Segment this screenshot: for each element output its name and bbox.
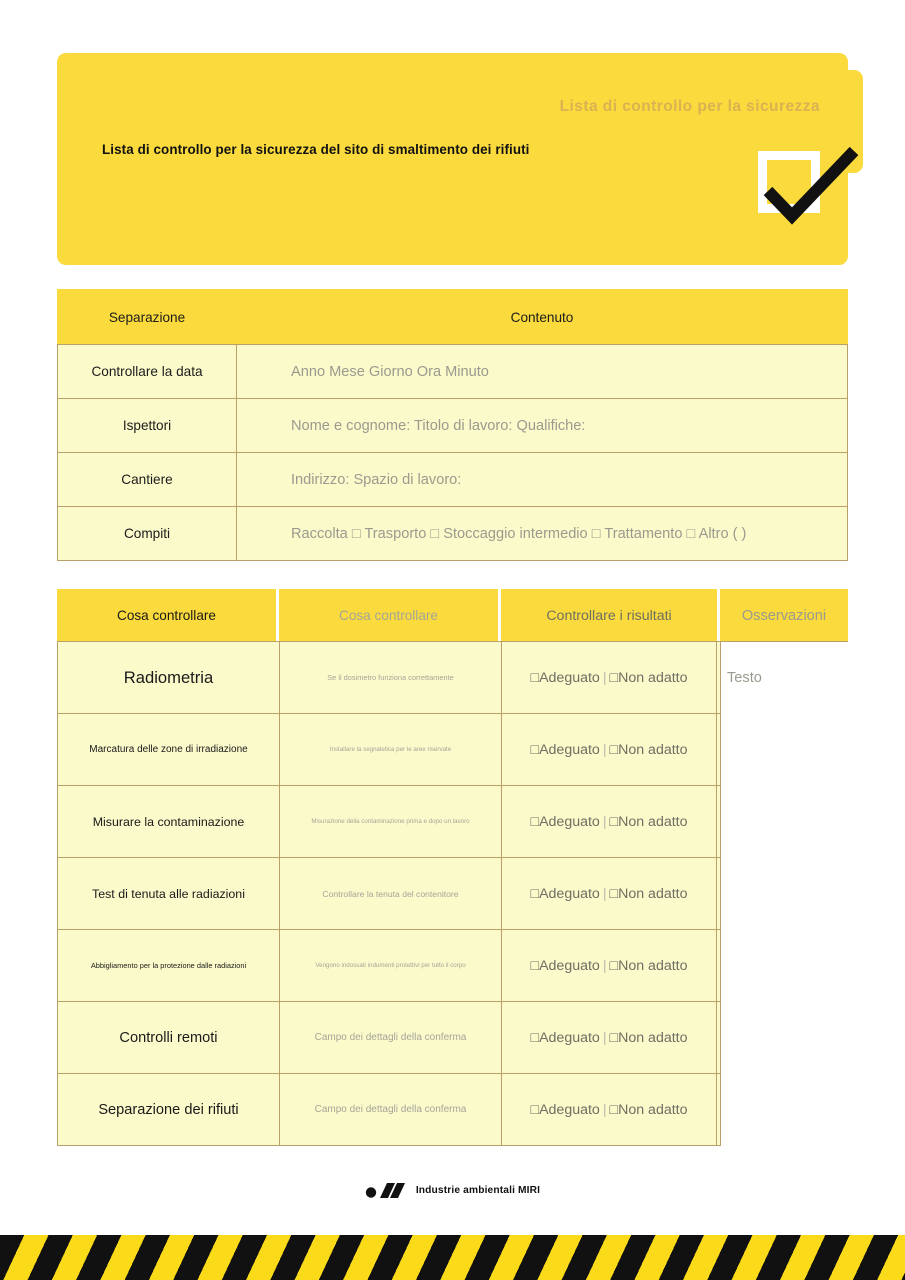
- table-row: [58, 930, 848, 1002]
- checklist-item-description: Campo dei dettagli della conferma: [280, 1002, 502, 1074]
- result-adequate-checkbox[interactable]: □Adeguato: [530, 1101, 600, 1118]
- checklist-header-results: Controllare i risultati: [502, 590, 717, 642]
- info-value-cantiere[interactable]: Indirizzo: Spazio di lavoro:: [237, 453, 848, 507]
- info-value-compiti[interactable]: Raccolta □ Trasporto □ Stoccaggio intermedio □ Trattamento □ Altro ( ): [237, 507, 848, 561]
- header-banner: [57, 53, 863, 265]
- checkbox-check-icon: [758, 151, 838, 231]
- checklist-item-label: Marcatura delle zone di irradiazione: [58, 714, 280, 786]
- check-mark-icon: [762, 137, 872, 247]
- checklist-result-options[interactable]: [502, 858, 717, 930]
- checklist-observation[interactable]: [717, 930, 721, 1002]
- table-row: [58, 714, 848, 786]
- info-value-ispettori[interactable]: Nome e cognome: Titolo di lavoro: Qualifiche:: [237, 399, 848, 453]
- checklist-item-label: Misurare la contaminazione: [58, 786, 280, 858]
- checklist-observation[interactable]: Testo: [717, 642, 721, 714]
- table-row: [58, 642, 848, 714]
- checklist-header-description: Cosa controllare: [280, 590, 498, 642]
- checklist-observation[interactable]: [717, 858, 721, 930]
- checklist-item-label: Radiometria: [58, 642, 280, 714]
- result-adequate-checkbox[interactable]: □Adeguato: [530, 885, 600, 902]
- result-not-suitable-checkbox[interactable]: □Non adatto: [609, 813, 688, 830]
- info-label-data: Controllare la data: [58, 345, 237, 399]
- checklist-header-observations: Osservazioni: [721, 590, 848, 642]
- checklist-item-description: Campo dei dettagli della conferma: [280, 1074, 502, 1146]
- info-label-compiti: Compiti: [58, 507, 237, 561]
- result-separator: |: [602, 741, 607, 758]
- info-table: [57, 289, 848, 561]
- table-row: [58, 1002, 848, 1074]
- result-not-suitable-checkbox[interactable]: □Non adatto: [609, 1101, 688, 1118]
- checklist-result-options[interactable]: [502, 642, 717, 714]
- page-title: Lista di controllo per la sicurezza del sito di smaltimento dei rifiuti: [102, 142, 530, 157]
- checklist-item-label: Test di tenuta alle radiazioni: [58, 858, 280, 930]
- checklist-header-row: [58, 590, 848, 642]
- checklist-item-description: Se il dosimetro funziona correttamente: [280, 642, 502, 714]
- checklist-result-options[interactable]: [502, 1074, 717, 1146]
- table-row: [58, 453, 848, 507]
- checklist-item-label: Controlli remoti: [58, 1002, 280, 1074]
- header-watermark-text: Lista di controllo per la sicurezza: [559, 98, 820, 115]
- hazard-stripe-band: [0, 1235, 905, 1280]
- header-panel: [57, 53, 848, 265]
- info-header-contenuto: Contenuto: [237, 290, 848, 345]
- checklist-item-label: Separazione dei rifiuti: [58, 1074, 280, 1146]
- table-row: [58, 786, 848, 858]
- result-separator: |: [602, 813, 607, 830]
- checklist-item-description: Controllare la tenuta del contenitore: [280, 858, 502, 930]
- checklist-item-description: Installare la segnaletica per le aree riservate: [280, 714, 502, 786]
- checklist-item-description: Vengono indossati indumenti protettivi per tutto il corpo: [280, 930, 502, 1002]
- result-adequate-checkbox[interactable]: □Adeguato: [530, 957, 600, 974]
- checklist-result-options[interactable]: [502, 930, 717, 1002]
- company-name: Industrie ambientali MIRI: [415, 1185, 541, 1196]
- checklist-observation[interactable]: [717, 1002, 721, 1074]
- table-row: [58, 345, 848, 399]
- info-header-separazione: Separazione: [58, 290, 237, 345]
- result-not-suitable-checkbox[interactable]: □Non adatto: [609, 669, 688, 686]
- checklist-result-options[interactable]: [502, 1002, 717, 1074]
- result-not-suitable-checkbox[interactable]: □Non adatto: [609, 1029, 688, 1046]
- result-adequate-checkbox[interactable]: □Adeguato: [530, 1029, 600, 1046]
- result-separator: |: [602, 669, 607, 686]
- result-adequate-checkbox[interactable]: □Adeguato: [530, 741, 600, 758]
- result-not-suitable-checkbox[interactable]: □Non adatto: [609, 957, 688, 974]
- checklist-item-description: Misurazione della contaminazione prima e dopo un lavoro: [280, 786, 502, 858]
- result-not-suitable-checkbox[interactable]: □Non adatto: [609, 885, 688, 902]
- result-separator: |: [602, 1029, 607, 1046]
- result-separator: |: [602, 1101, 607, 1118]
- table-row: [58, 1074, 848, 1146]
- result-adequate-checkbox[interactable]: □Adeguato: [530, 813, 600, 830]
- checklist-observation[interactable]: [717, 714, 721, 786]
- checklist-observation[interactable]: [717, 1074, 721, 1146]
- checklist-header-item: Cosa controllare: [58, 590, 276, 642]
- checklist-item-label: Abbigliamento per la protezione dalle radiazioni: [58, 930, 280, 1002]
- checklist-result-options[interactable]: [502, 714, 717, 786]
- checklist-result-options[interactable]: [502, 786, 717, 858]
- table-row: [58, 399, 848, 453]
- result-adequate-checkbox[interactable]: □Adeguato: [530, 669, 600, 686]
- miri-logo-icon: [365, 1181, 407, 1200]
- result-not-suitable-checkbox[interactable]: □Non adatto: [609, 741, 688, 758]
- info-table-header-row: [58, 290, 848, 345]
- table-row: [58, 858, 848, 930]
- checklist-observation[interactable]: [717, 786, 721, 858]
- checklist-table: [57, 589, 848, 1146]
- info-label-cantiere: Cantiere: [58, 453, 237, 507]
- info-label-ispettori: Ispettori: [58, 399, 237, 453]
- result-separator: |: [602, 957, 607, 974]
- footer: [0, 1181, 905, 1200]
- info-value-data[interactable]: Anno Mese Giorno Ora Minuto: [237, 345, 848, 399]
- result-separator: |: [602, 885, 607, 902]
- table-row: [58, 507, 848, 561]
